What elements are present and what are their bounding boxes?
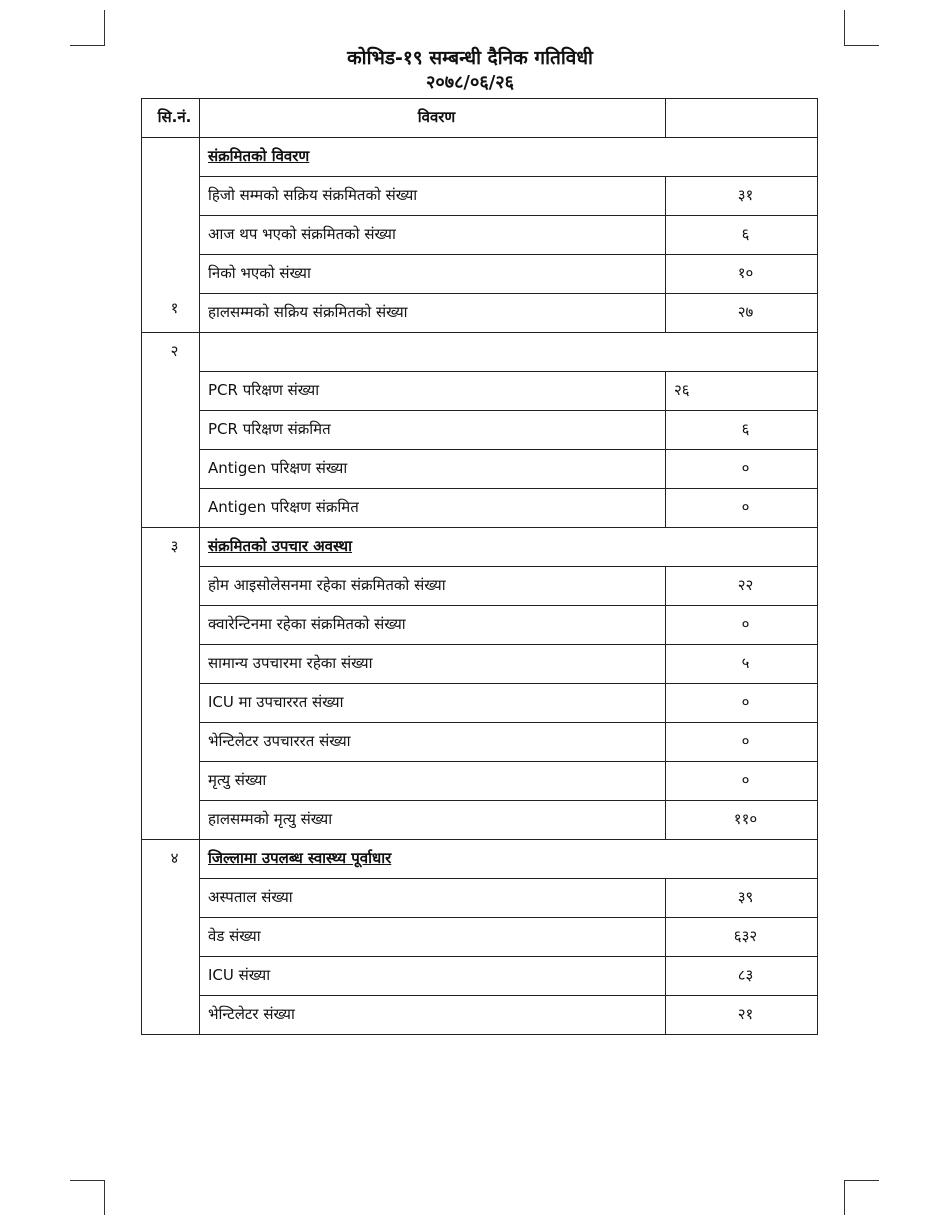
row-label: हालसम्मको मृत्यु संख्या (200, 801, 666, 840)
row-value: ३९ (666, 879, 818, 918)
section-heading-row (142, 840, 818, 879)
header-description: विवरण (200, 99, 666, 138)
crop-mark-top-left-v (104, 10, 105, 46)
row-value: २७ (666, 294, 818, 333)
serial-number: ३ (142, 528, 200, 840)
row-value: ० (666, 606, 818, 645)
table-row (142, 996, 818, 1035)
row-label: होम आइसोलेसनमा रहेका संक्रमितको संख्या (200, 567, 666, 606)
row-label: Antigen परिक्षण संख्या (200, 450, 666, 489)
table-row (142, 762, 818, 801)
row-label: हालसम्मको सक्रिय संक्रमितको संख्या (200, 294, 666, 333)
crop-mark-bottom-right-v (844, 1180, 845, 1215)
crop-mark-bottom-right-h (844, 1180, 879, 1181)
document-title: कोभिड-१९ सम्बन्धी दैनिक गतिविधी (347, 47, 593, 69)
row-value: ० (666, 762, 818, 801)
row-label: PCR परिक्षण संक्रमित (200, 411, 666, 450)
header-serial-number: सि.नं. (142, 99, 200, 138)
row-value: ८३ (666, 957, 818, 996)
row-value: ० (666, 450, 818, 489)
section-heading-row (142, 333, 818, 372)
table-row (142, 216, 818, 255)
row-label: आज थप भएको संक्रमितको संख्या (200, 216, 666, 255)
row-value: ३१ (666, 177, 818, 216)
crop-mark-bottom-left-v (104, 1180, 105, 1215)
table-row (142, 567, 818, 606)
row-label: क्वारेन्टिनमा रहेका संक्रमितको संख्या (200, 606, 666, 645)
table-row (142, 957, 818, 996)
row-value: १० (666, 255, 818, 294)
header-value (666, 99, 818, 138)
row-label: अस्पताल संख्या (200, 879, 666, 918)
row-label: Antigen परिक्षण संक्रमित (200, 489, 666, 528)
table-row (142, 294, 818, 333)
row-label: हिजो सम्मको सक्रिय संक्रमितको संख्या (200, 177, 666, 216)
row-value: ५ (666, 645, 818, 684)
table-row (142, 450, 818, 489)
row-value: २२ (666, 567, 818, 606)
row-value: २१ (666, 996, 818, 1035)
section-heading: जिल्लामा उपलब्ध स्वास्थ्य पूर्वाधार (200, 840, 818, 879)
row-value: ० (666, 489, 818, 528)
row-value: ६ (666, 411, 818, 450)
row-label: निको भएको संख्या (200, 255, 666, 294)
covid-report-table (141, 98, 818, 1035)
row-label: सामान्य उपचारमा रहेका संख्या (200, 645, 666, 684)
row-value: ० (666, 684, 818, 723)
row-label: भेन्टिलेटर संख्या (200, 996, 666, 1035)
table-header-row (142, 99, 818, 138)
table-row (142, 879, 818, 918)
section-heading-row (142, 138, 818, 177)
row-label: PCR परिक्षण संख्या (200, 372, 666, 411)
row-value: ११० (666, 801, 818, 840)
table-row (142, 684, 818, 723)
section-heading: संक्रमितको उपचार अवस्था (200, 528, 818, 567)
crop-mark-top-right-v (844, 10, 845, 46)
row-value: ६ (666, 216, 818, 255)
section-heading-row (142, 528, 818, 567)
serial-number: ४ (142, 840, 200, 1035)
table-row (142, 645, 818, 684)
table-row (142, 255, 818, 294)
row-value: ० (666, 723, 818, 762)
table-row (142, 606, 818, 645)
table-row (142, 723, 818, 762)
row-label: वेड संख्या (200, 918, 666, 957)
row-label: भेन्टिलेटर उपचाररत संख्या (200, 723, 666, 762)
section-heading: संक्रमितको विवरण (200, 138, 818, 177)
crop-mark-bottom-left-h (70, 1180, 105, 1181)
table-row (142, 918, 818, 957)
table-row (142, 489, 818, 528)
serial-number: १ (142, 138, 200, 333)
row-label: मृत्यु संख्या (200, 762, 666, 801)
table-row (142, 372, 818, 411)
table-row (142, 177, 818, 216)
row-value: ६३२ (666, 918, 818, 957)
table-row (142, 801, 818, 840)
serial-number: २ (142, 333, 200, 528)
row-label: ICU मा उपचाररत संख्या (200, 684, 666, 723)
row-label: ICU संख्या (200, 957, 666, 996)
document-date: २०७८/०६/२६ (425, 72, 515, 93)
section-heading (200, 333, 818, 372)
row-value: २६ (666, 372, 818, 411)
table-row (142, 411, 818, 450)
